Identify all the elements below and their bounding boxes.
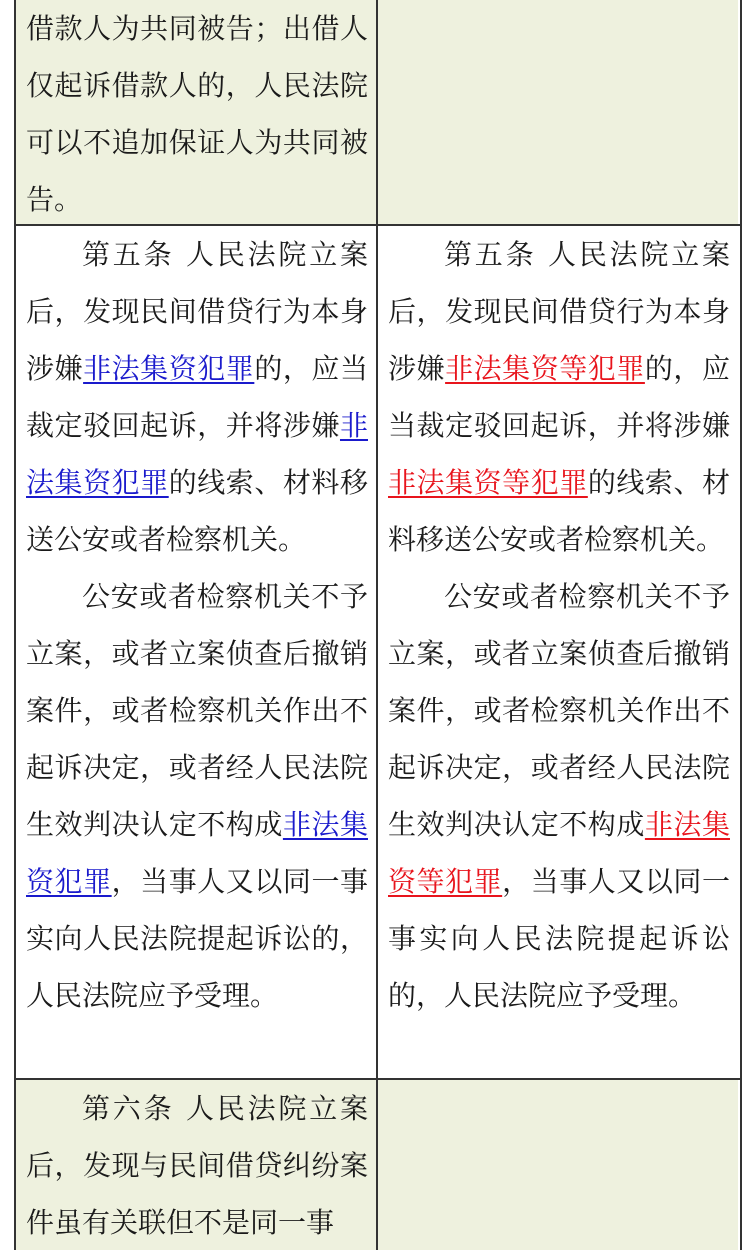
- table-row: [16, 0, 740, 226]
- highlighted-term: 非法集资等犯罪: [388, 466, 588, 499]
- table-cell-old: [16, 226, 378, 1078]
- article-paragraph: [26, 568, 368, 1024]
- highlighted-term: 非法集资犯罪: [26, 409, 368, 499]
- text-segment: 的，应当裁定驳回起诉，并将涉嫌: [26, 352, 368, 442]
- article-paragraph: [26, 226, 368, 568]
- article-paragraph: [388, 226, 730, 568]
- text-segment: 公安或者检察机关不予立案，或者立案侦查后撤销案件，或者检察机关作出不起诉决定，或者经人民法院生效判决认定不构成: [388, 580, 730, 841]
- cell-text: 第六条 人民法院立案后，发现与民间借贷纠纷案件虽有关联但不是同一事: [26, 1092, 368, 1239]
- text-segment: 的，应当裁定驳回起诉，并将涉嫌: [388, 352, 730, 442]
- text-segment: 的线索、材料移送公安或者检察机关。: [26, 466, 368, 556]
- text-segment: 的线索、材料移送公安或者检察机关。: [388, 466, 730, 556]
- text-segment: 第五条 人民法院立案后，发现民间借贷行为本身涉嫌: [388, 238, 730, 385]
- table-cell-new: [378, 0, 738, 224]
- article-paragraph: [388, 568, 730, 1024]
- highlighted-term: 非法集资等犯罪: [388, 808, 730, 898]
- text-segment: 公安或者检察机关不予立案，或者立案侦查后撤销案件，或者检察机关作出不起诉决定，或者经人民法院生效判决认定不构成: [26, 580, 368, 841]
- highlighted-term: 非法集资犯罪: [26, 808, 368, 898]
- highlighted-term: 非法集资犯罪: [83, 352, 255, 385]
- table-cell-old: [16, 1080, 378, 1250]
- cell-text: 借款人为共同被告；出借人仅起诉借款人的，人民法院可以不追加保证人为共同被告。: [26, 12, 368, 216]
- table-row: [16, 1080, 740, 1250]
- text-segment: ，当事人又以同一事实向人民法院提起诉讼的，人民法院应予受理。: [388, 865, 730, 1012]
- table-row: [16, 226, 740, 1080]
- comparison-table: [14, 0, 742, 1250]
- table-cell-new: [378, 1080, 738, 1250]
- table-cell-old: [16, 0, 378, 224]
- text-segment: 第五条 人民法院立案后，发现民间借贷行为本身涉嫌: [26, 238, 368, 385]
- table-cell-new: [378, 226, 738, 1078]
- highlighted-term: 非法集资等犯罪: [445, 352, 645, 385]
- text-segment: ，当事人又以同一事实向人民法院提起诉讼的，人民法院应予受理。: [26, 865, 368, 1012]
